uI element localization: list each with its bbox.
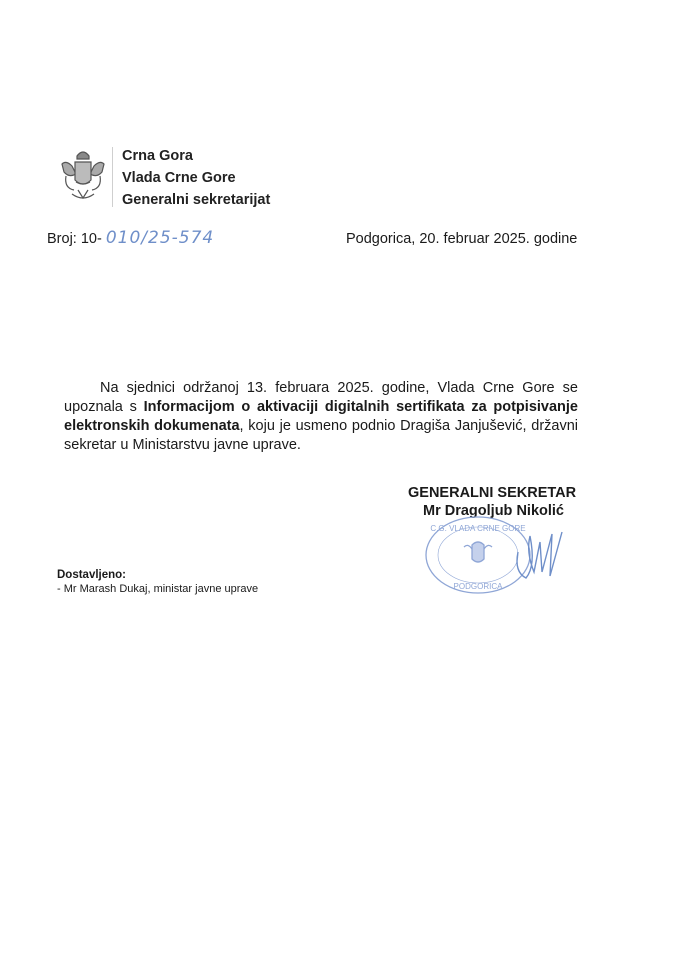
header-department: Generalni sekretarijat: [122, 192, 271, 208]
signatory-title: GENERALNI SEKRETAR: [408, 485, 577, 501]
body-text-part1: Na sjednici održanoj 13. februara 2025. godine, Vlada Crne Gore se upoznala s: [64, 380, 578, 415]
header-country: Crna Gora: [122, 148, 193, 164]
distribution-item: - Mr Marash Dukaj, ministar javne uprave: [57, 583, 259, 595]
svg-text:C.G. VLADA CRNE GORE: C.G. VLADA CRNE GORE: [430, 524, 526, 533]
reference-label: Broj: 10-: [47, 231, 102, 247]
body-paragraph: [64, 379, 578, 455]
header-government: Vlada Crne Gore: [122, 170, 236, 186]
coat-of-arms-icon: [54, 146, 112, 206]
signatory-name: Mr Dragoljub Nikolić: [423, 503, 564, 519]
handwritten-signature: [512, 522, 572, 582]
handwritten-reference: 010/25-574: [105, 228, 215, 248]
body-text-bold: Informacijom o aktivaciji digitalnih sertifikata za potpisivanje elektronskih dokumenata: [64, 399, 578, 434]
header-divider: [112, 147, 113, 207]
place-date: Podgorica, 20. februar 2025. godine: [346, 231, 578, 247]
body-text-part2: , koju je usmeno podnio Dragiša Janjušević, državni sekretar u Ministarstvu javne uprave.: [64, 418, 578, 453]
distribution-label: Dostavljeno:: [57, 569, 127, 581]
reference-number: [47, 228, 214, 248]
svg-text:PODGORICA: PODGORICA: [453, 582, 503, 591]
